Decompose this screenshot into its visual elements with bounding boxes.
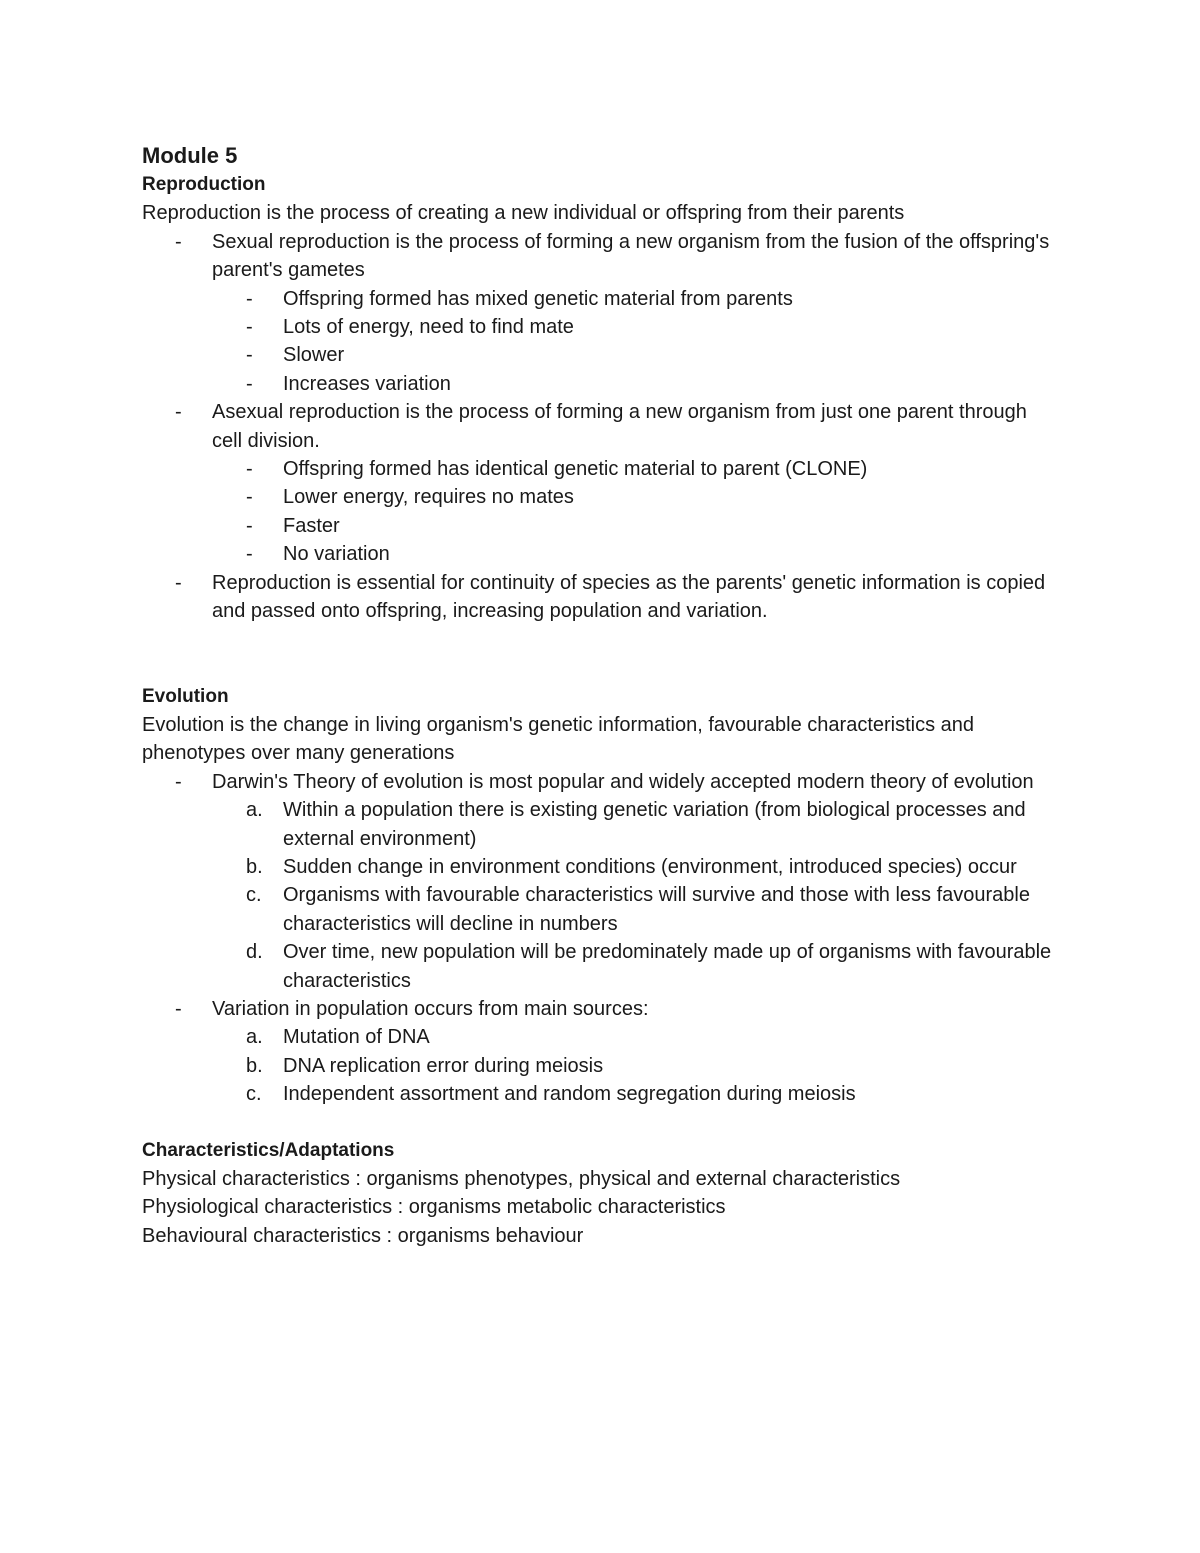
continuity-text: Reproduction is essential for continuity of species as the parents' genetic information is copied and passed onto offspring, increasing population and variation. [212, 571, 1046, 623]
list-item [142, 285, 1062, 313]
list-letter: b. [246, 855, 263, 878]
dash-bullet: - [175, 401, 182, 424]
reproduction-intro: Reproduction is the process of creating a new individual or offspring from their parents [142, 202, 905, 225]
list-item-continuity [142, 569, 1062, 626]
dash-bullet: - [246, 514, 253, 537]
dash-bullet: - [246, 486, 253, 509]
sexual-point: Increases variation [283, 372, 451, 395]
asexual-point: Lower energy, requires no mates [283, 486, 574, 509]
sexual-point: Offspring formed has mixed genetic material from parents [283, 287, 793, 310]
list-item [142, 881, 1062, 938]
list-item [142, 796, 1062, 853]
list-item [142, 1052, 1062, 1080]
asexual-point: Offspring formed has identical genetic material to parent (CLONE) [283, 458, 868, 481]
list-item [142, 853, 1062, 881]
list-item-darwin [142, 768, 1062, 796]
darwin-step: Sudden change in environment conditions (environment, introduced species) occur [283, 855, 1017, 878]
evolution-intro: Evolution is the change in living organism's genetic information, favourable characteristics and phenotypes over many generations [142, 713, 975, 765]
list-item [142, 1080, 1062, 1108]
variation-source: Mutation of DNA [283, 1026, 430, 1049]
asexual-point: No variation [283, 543, 390, 566]
characteristics-line-behavioural: Behavioural characteristics : organisms behaviour [142, 1224, 584, 1247]
characteristics-line-physical: Physical characteristics : organisms phenotypes, physical and external characteristics [142, 1168, 901, 1190]
list-letter: a. [246, 799, 263, 822]
list-letter: c. [246, 884, 262, 907]
list-letter: d. [246, 941, 263, 964]
document-content [142, 140, 1062, 1250]
list-item [142, 483, 1062, 511]
dash-bullet: - [175, 571, 182, 594]
dash-bullet: - [175, 997, 182, 1020]
dash-bullet: - [175, 230, 182, 253]
list-item-variation [142, 995, 1062, 1023]
variation-source: Independent assortment and random segregation during meiosis [283, 1083, 856, 1106]
sexual-point: Slower [283, 344, 345, 367]
list-item [142, 313, 1062, 341]
list-item [142, 455, 1062, 483]
reproduction-heading: Reproduction [142, 174, 266, 195]
list-item [142, 341, 1062, 369]
list-item [142, 540, 1062, 568]
asexual-point: Faster [283, 514, 340, 537]
asexual-text: Asexual reproduction is the process of forming a new organism from just one parent through cell division. [212, 401, 1027, 452]
sexual-point: Lots of energy, need to find mate [283, 316, 574, 339]
characteristics-line-physiological: Physiological characteristics : organisms metabolic characteristics [142, 1196, 726, 1219]
dash-bullet: - [246, 372, 253, 395]
page-title: Module 5 [142, 143, 238, 168]
dash-bullet: - [246, 458, 253, 481]
dash-bullet: - [175, 770, 182, 793]
dash-bullet: - [246, 543, 253, 566]
list-item-asexual [142, 398, 1062, 455]
list-item [142, 1023, 1062, 1051]
list-letter: a. [246, 1026, 263, 1049]
variation-text: Variation in population occurs from main sources: [212, 997, 649, 1020]
list-item [142, 370, 1062, 398]
list-item [142, 938, 1062, 995]
darwin-step: Within a population there is existing genetic variation (from biological processes and external environment) [283, 799, 1026, 850]
dash-bullet: - [246, 316, 253, 339]
section-spacer [142, 1109, 1062, 1137]
list-item-sexual [142, 228, 1062, 285]
evolution-heading: Evolution [142, 685, 229, 707]
list-letter: b. [246, 1054, 263, 1077]
dash-bullet: - [246, 287, 253, 310]
list-letter: c. [246, 1083, 262, 1106]
sexual-text: Sexual reproduction is the process of forming a new organism from the fusion of the offspring's parent's gametes [212, 230, 1050, 282]
list-item [142, 512, 1062, 540]
darwin-step: Over time, new population will be predominately made up of organisms with favourable characteristics [283, 941, 1052, 992]
variation-source: DNA replication error during meiosis [283, 1054, 604, 1077]
section-spacer [142, 626, 1062, 683]
darwin-text: Darwin's Theory of evolution is most popular and widely accepted modern theory of evolution [212, 770, 1034, 793]
characteristics-heading: Characteristics/Adaptations [142, 1139, 395, 1161]
dash-bullet: - [246, 344, 253, 367]
darwin-step: Organisms with favourable characteristics will survive and those with less favourable characteristics will decline in numbers [283, 884, 1030, 935]
